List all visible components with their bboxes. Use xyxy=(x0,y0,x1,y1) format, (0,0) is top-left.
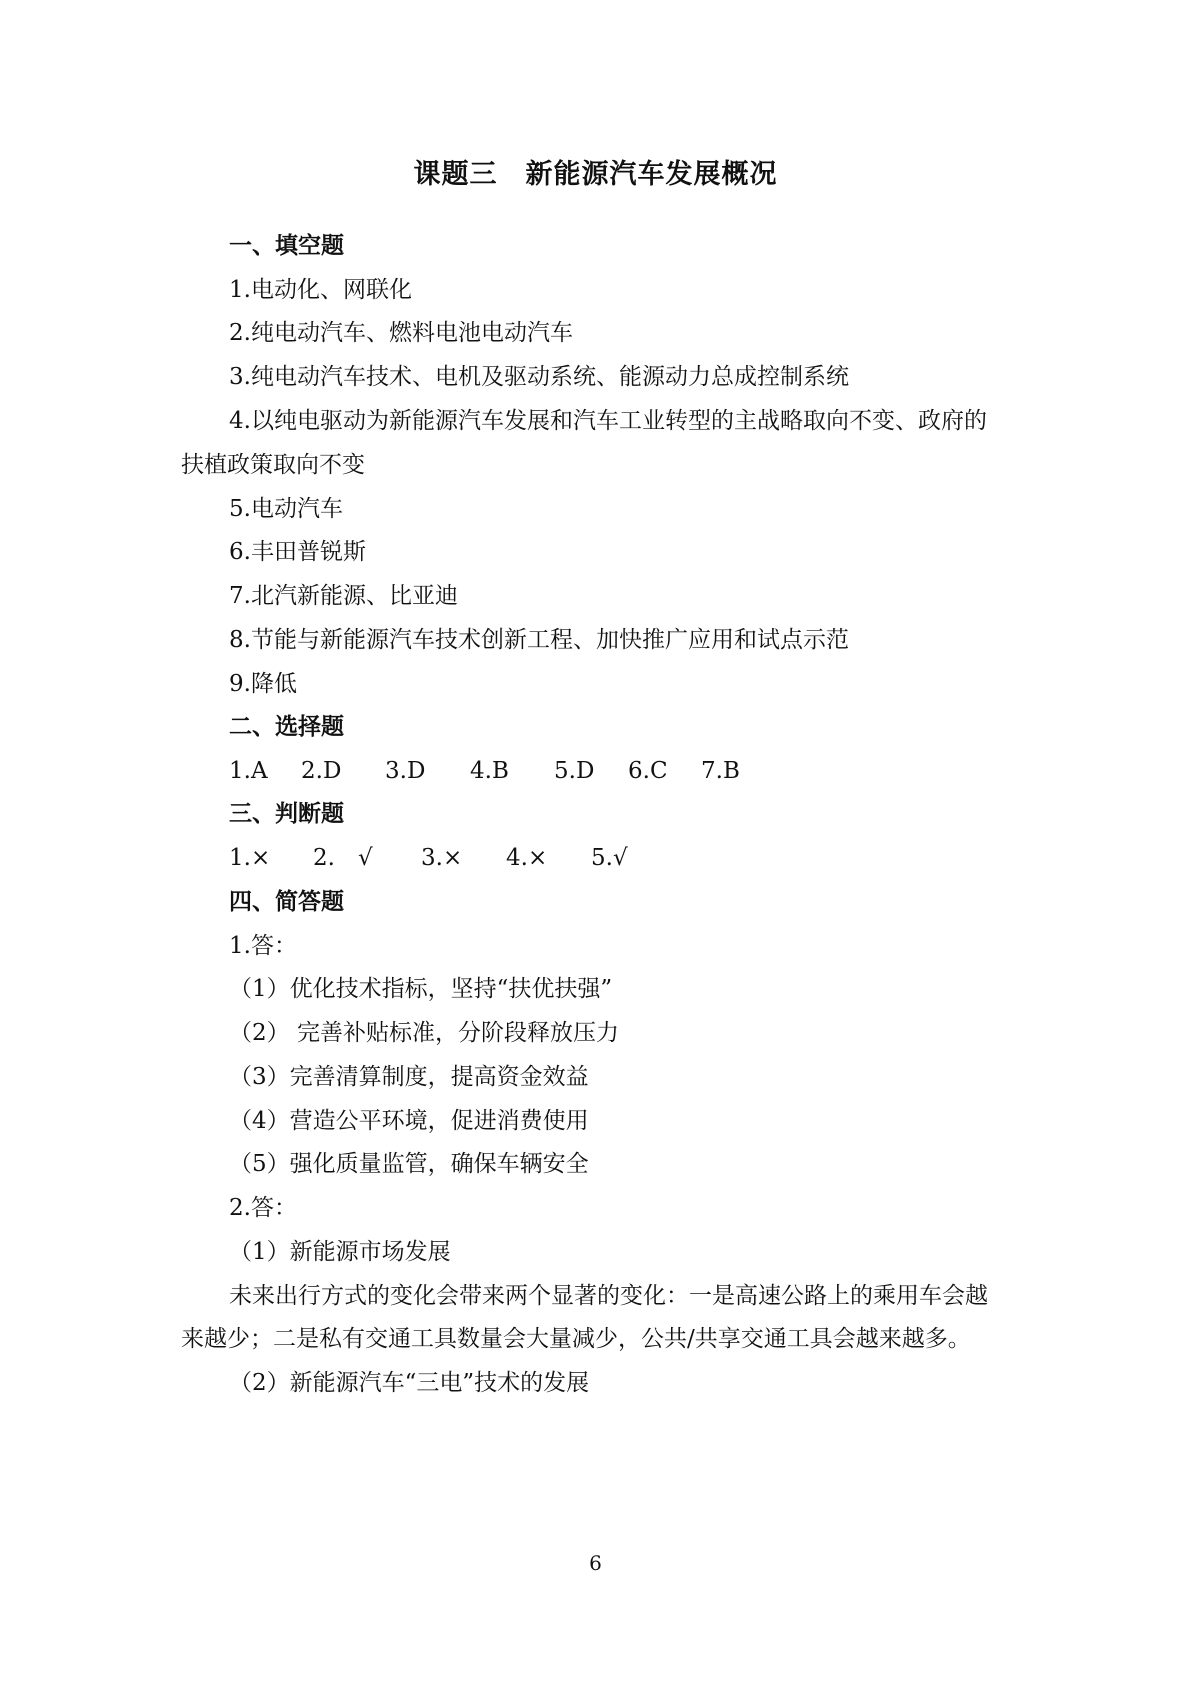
fill-blank-item-3: 3.纯电动汽车技术、电机及驱动系统、能源动力总成控制系统 xyxy=(229,364,849,390)
page-title: 课题三 新能源汽车发展概况 xyxy=(413,159,778,190)
short-answer-q1-label: 1.答： xyxy=(229,933,297,959)
choice-answer-3: 3.D xyxy=(385,758,426,784)
short-answer-q1-item-5: （5）强化质量监管，确保车辆安全 xyxy=(229,1151,589,1177)
fill-blank-item-8: 8.节能与新能源汽车技术创新工程、加快推广应用和试点示范 xyxy=(229,627,849,653)
fill-blank-item-4: 4.以纯电驱动为新能源汽车发展和汽车工业转型的主战略取向不变、政府的 xyxy=(229,408,987,434)
short-answer-q1-item-2: （2） 完善补贴标准，分阶段释放压力 xyxy=(229,1020,619,1046)
choice-answer-6: 6.C xyxy=(628,758,668,784)
section-heading-choice: 二、选择题 xyxy=(229,714,344,740)
choice-answer-1: 1.A xyxy=(229,758,268,784)
fill-blank-item-1: 1.电动化、网联化 xyxy=(229,277,412,303)
fill-blank-item-2: 2.纯电动汽车、燃料电池电动汽车 xyxy=(229,320,573,346)
true-false-answer-2: 2. √ xyxy=(313,845,373,871)
true-false-answer-4: 4.× xyxy=(506,845,548,871)
choice-answer-7: 7.B xyxy=(701,758,740,784)
choice-answer-4: 4.B xyxy=(470,758,509,784)
short-answer-q1-item-4: （4）营造公平环境，促进消费使用 xyxy=(229,1108,589,1134)
section-heading-true-false: 三、判断题 xyxy=(229,801,344,827)
short-answer-q1-item-1: （1）优化技术指标，坚持“扶优扶强” xyxy=(229,976,613,1002)
fill-blank-item-9: 9.降低 xyxy=(229,671,297,697)
short-answer-q1-item-3: （3）完善清算制度，提高资金效益 xyxy=(229,1064,589,1090)
short-answer-q2-paragraph-line-2: 来越少；二是私有交通工具数量会大量减少，公共/共享交通工具会越来越多。 xyxy=(181,1326,971,1352)
section-heading-short-answer: 四、简答题 xyxy=(229,889,344,915)
short-answer-q2-subheading-2: （2）新能源汽车“三电”技术的发展 xyxy=(229,1370,590,1396)
true-false-answer-1: 1.× xyxy=(229,845,271,871)
fill-blank-item-5: 5.电动汽车 xyxy=(229,496,343,522)
fill-blank-item-4-continued: 扶植政策取向不变 xyxy=(181,452,365,478)
fill-blank-item-6: 6.丰田普锐斯 xyxy=(229,539,366,565)
choice-answer-5: 5.D xyxy=(554,758,595,784)
short-answer-q2-paragraph-line-1: 未来出行方式的变化会带来两个显著的变化：一是高速公路上的乘用车会越 xyxy=(229,1283,988,1309)
section-heading-fill-blank: 一、填空题 xyxy=(229,233,344,259)
true-false-answer-3: 3.× xyxy=(421,845,463,871)
short-answer-q2-label: 2.答： xyxy=(229,1195,297,1221)
fill-blank-item-7: 7.北汽新能源、比亚迪 xyxy=(229,583,458,609)
short-answer-q2-subheading-1: （1）新能源市场发展 xyxy=(229,1239,451,1265)
true-false-answer-5: 5.√ xyxy=(591,845,628,871)
choice-answer-2: 2.D xyxy=(301,758,342,784)
page-number: 6 xyxy=(589,1551,602,1575)
